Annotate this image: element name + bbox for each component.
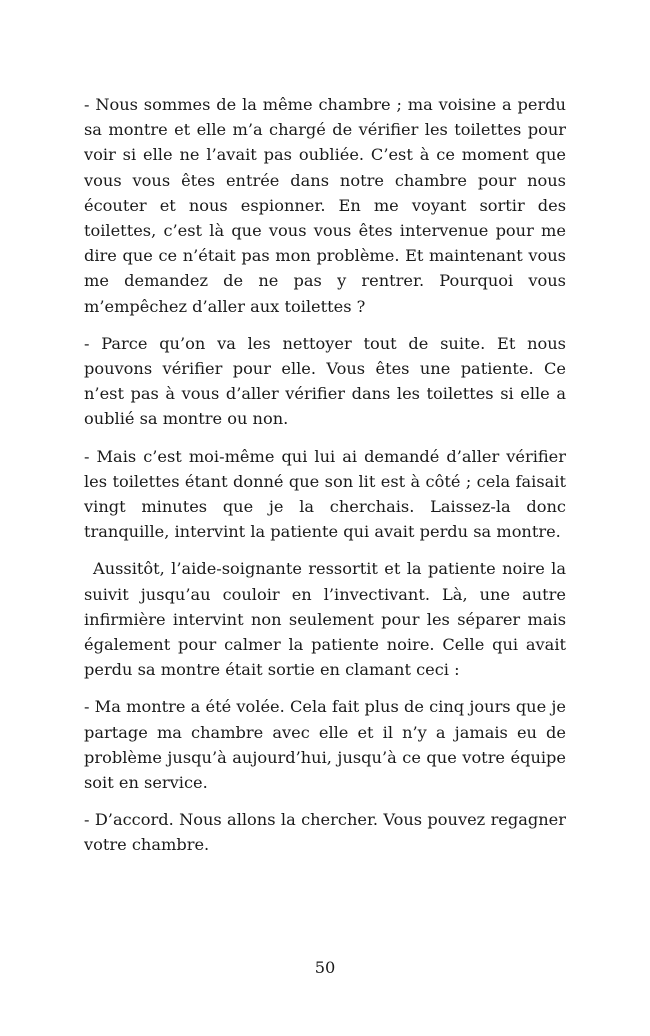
paragraph-5: - Ma montre a été volée. Cela fait plus de cinq jours que je partage ma chambre avec elle et il n’y a jamais eu de problème jusqu’à aujourd’hui, jusqu’à ce que votre équipe soit en service. bbox=[84, 697, 566, 793]
page-number: 50 bbox=[314, 958, 336, 977]
paragraph-2: - Parce qu’on va les nettoyer tout de suite. Et nous pouvons vérifier pour elle. Vous êtes une patiente. Ce n’est pas à vous d’aller vérifier dans les toilettes si elle a oublié sa montre ou non. bbox=[84, 333, 566, 429]
paragraph-4: Aussitôt, l’aide-soignante ressortit et la patiente noire la suivit jusqu’au couloir en l’invectivant. Là, une autre infirmière intervint non seulement pour les séparer mais également pour calmer la patiente noire. Celle qui avait perdu sa montre était sortie en clamant ceci : bbox=[84, 559, 566, 680]
paragraph-1: - Nous sommes de la même chambre ; ma voisine a perdu sa montre et elle m’a chargé de vérifier les toilettes pour voir si elle ne l’avait pas oubliée. C’est à ce moment que vous vous êtes entrée dans notre chambre pour nous écouter et nous espionner. En me voyant sortir des toilettes, c’est là que vous vous êtes intervenue pour me dire que ce n’était pas mon problème. Et maintenant vous me demandez de ne pas y rentrer. Pourquoi vous m’empêchez d’aller aux toilettes ? bbox=[84, 95, 566, 316]
paragraph-3: - Mais c’est moi-même qui lui ai demandé d’aller vérifier les toilettes étant donné que son lit est à côté ; cela faisait vingt minutes que je la cherchais. Laissez-la donc tranquille, intervint la patiente qui avait perdu sa montre. bbox=[84, 446, 566, 542]
paragraph-6: - D’accord. Nous allons la chercher. Vous pouvez regagner votre chambre. bbox=[84, 810, 566, 855]
page-body bbox=[84, 92, 566, 870]
